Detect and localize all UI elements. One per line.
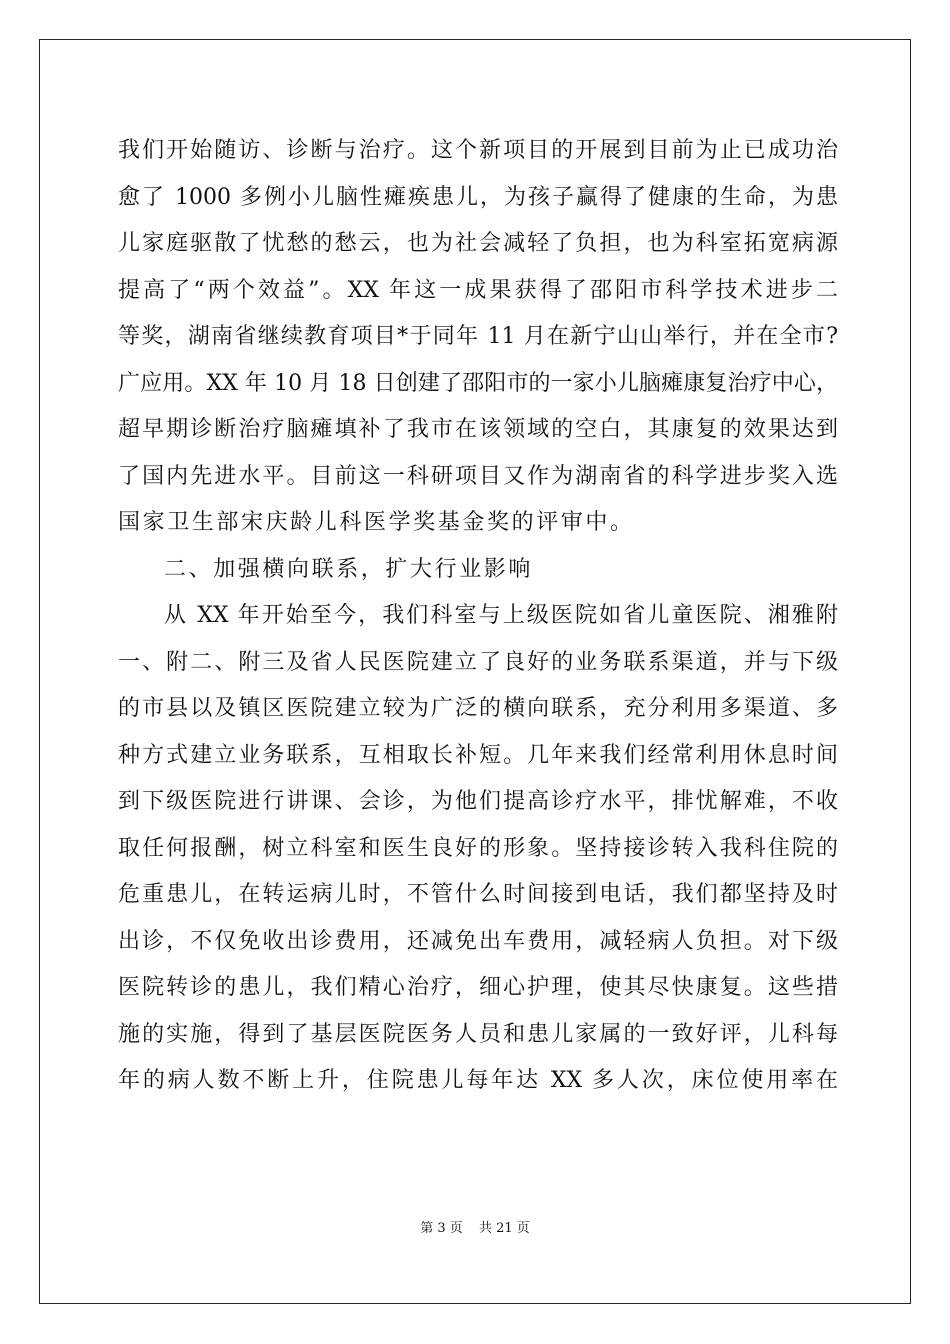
text-line: 危重患儿，在转运病儿时，不管什么时间接到电话，我们都坚持及时 <box>118 882 838 907</box>
text-line: 出诊，不仅免收出诊费用，还减免出车费用，减轻病人负担。对下级 <box>118 928 838 954</box>
text-line: 到下级医院进行讲课、会诊，为他们提高诊疗水平，排忧解难，不收 <box>118 789 838 814</box>
total-pages: 共 21 页 <box>478 1221 530 1236</box>
text-line: 的市县以及镇区医院建立较为广泛的横向联系，充分利用多渠道、多 <box>118 696 838 721</box>
text-line: 种方式建立业务联系，互相取长补短。几年来我们经常利用休息时间 <box>118 742 838 768</box>
text-line: 广应用。XX 年 10 月 18 日创建了邵阳市的一家小儿脑瘫康复治疗中心， <box>118 370 838 396</box>
text-line: 医院转诊的患儿，我们精心治疗，细心护理，使其尽快康复。这些措 <box>118 975 838 1000</box>
text-line: 施的实施，得到了基层医院医务人员和患儿家属的一致好评，儿科每 <box>118 1021 838 1047</box>
page-number: 第 3 页 <box>420 1221 463 1236</box>
text-line: 我们开始随访、诊断与治疗。这个新项目的开展到目前为止已成功治 <box>118 138 838 163</box>
text-line: 一、附二、附三及省人民医院建立了良好的业务联系渠道，并与下级 <box>118 649 838 675</box>
text-line: 愈了 1000 多例小儿脑性瘫痪患儿，为孩子赢得了健康的生命，为患 <box>118 184 838 210</box>
text-line: 提高了“两个效益”。XX 年这一成果获得了邵阳市科学技术进步二 <box>118 277 838 303</box>
text-line: 国家卫生部宋庆龄儿科医学奖基金奖的评审中。 <box>118 510 635 535</box>
text-line: 等奖，湖南省继续教育项目*于同年 11 月在新宁山山举行，并在全市? <box>118 324 838 349</box>
page-footer <box>0 1217 950 1236</box>
text-line: 年的病人数不断上升，住院患儿每年达 XX 多人次，床位使用率在 <box>118 1068 838 1093</box>
text-line: 了国内先进水平。目前这一科研项目又作为湖南省的科学进步奖入选 <box>118 463 838 489</box>
text-line: 从 XX 年开始至今，我们科室与上级医院如省儿童医院、湘雅附 <box>164 603 838 628</box>
text-line: 儿家庭驱散了忧愁的愁云，也为社会减轻了负担，也为科室拓宽病源 <box>118 231 838 256</box>
text-line: 取任何报酬，树立科室和医生良好的形象。坚持接诊转入我科住院的 <box>118 835 838 861</box>
text-line: 超早期诊断治疗脑瘫填补了我市在该领域的空白，其康复的效果达到 <box>118 417 838 442</box>
document-body <box>118 128 838 1105</box>
section-heading: 二、加强横向联系，扩大行业影响 <box>164 556 534 582</box>
